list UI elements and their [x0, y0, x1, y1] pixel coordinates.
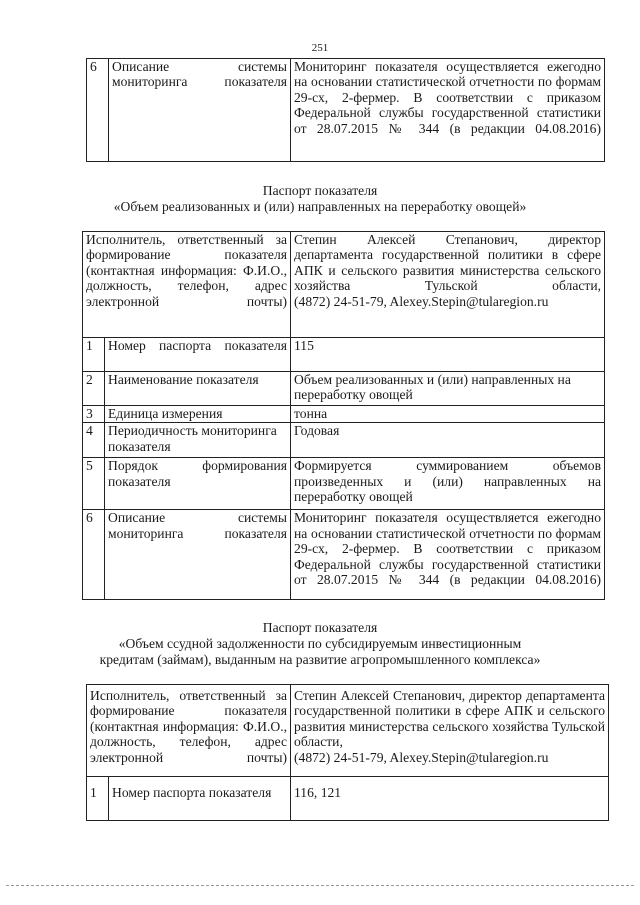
row-number: 5	[83, 458, 105, 510]
row-value: Годовая	[291, 423, 605, 458]
executor-contact: (4872) 24-51-79, Alexey.Stepin@tularegion.ru	[294, 749, 549, 765]
row-label: Порядок формирования показателя	[105, 458, 291, 510]
row-number: 4	[83, 423, 105, 458]
passport2-subtitle-line2: кредитам (займам), выданным на развитие агропромышленного комплекса»	[99, 652, 541, 667]
page-bottom-divider	[6, 885, 634, 886]
row-label: Номер паспорта показателя	[109, 777, 291, 821]
row-number: 3	[83, 406, 105, 423]
top-table	[86, 58, 605, 162]
table-row	[83, 458, 605, 510]
row-value: 116, 121	[291, 777, 609, 821]
row-label: Единица измерения	[105, 406, 291, 423]
passport1-subtitle: «Объем реализованных и (или) направленных на переработку овощей»	[113, 199, 527, 214]
row-number: 6	[83, 510, 105, 600]
row-number: 1	[87, 777, 109, 821]
table-row	[83, 338, 605, 372]
row-label: Наименование показателя	[105, 372, 291, 406]
row-value: 115	[291, 338, 605, 372]
table-row	[83, 406, 605, 423]
row-label: Описание системы мониторинга показателя	[105, 510, 291, 600]
row-value: Объем реализованных и (или) направленных на переработку овощей	[291, 372, 605, 406]
executor-cell	[291, 232, 605, 338]
table-row	[83, 510, 605, 600]
table-row	[87, 685, 609, 777]
executor-value: Степин Алексей Степанович, директор департамента государственной политики в сфере АПК и сельского развития министерства сельского хозяйства Тульской области,	[294, 688, 606, 750]
table-row	[83, 372, 605, 406]
page-number: 251	[311, 42, 329, 54]
row-value: Мониторинг показателя осуществляется ежегодно на основании статистической отчетности по формам 29-сх, 2-фермер. В соответствии с приказом Федеральной службы государственной статистики от 28.07.2015 № 344 (в редакции 04.08.2016)	[291, 510, 605, 600]
executor-contact: (4872) 24-51-79, Alexey.Stepin@tularegion.ru	[294, 293, 549, 309]
row-number: 6	[87, 59, 109, 162]
passport1-table	[82, 231, 605, 600]
row-value: Мониторинг показателя осуществляется ежегодно на основании статистической отчетности по формам 29-сх, 2-фермер. В соответствии с приказом Федеральной службы государственной статистики от 28.07.2015 № 344 (в редакции 04.08.2016)	[291, 59, 605, 162]
passport2-subtitle-line1: «Объем ссудной задолженности по субсидируемым инвестиционным	[118, 636, 522, 651]
executor-label: Исполнитель, ответственный за формирование показателя (контактная информация: Ф.И.О., должность, телефон, адрес электронной почты)	[87, 685, 291, 777]
row-label: Периодичность мониторинга показателя	[105, 423, 291, 458]
executor-cell	[291, 685, 609, 777]
row-label: Номер паспорта показателя	[105, 338, 291, 372]
passport2-title: Паспорт показателя	[262, 620, 378, 635]
executor-label: Исполнитель, ответственный за формирование показателя (контактная информация: Ф.И.О., должность, телефон, адрес электронной почты)	[83, 232, 291, 338]
table-row	[83, 423, 605, 458]
row-value: тонна	[291, 406, 605, 423]
passport1-title: Паспорт показателя	[262, 183, 378, 198]
table-row	[83, 232, 605, 338]
passport2-table	[86, 684, 609, 821]
table-row	[87, 59, 605, 162]
table-row	[87, 777, 609, 821]
row-number: 1	[83, 338, 105, 372]
row-value: Формируется суммированием объемов произведенных и (или) направленных на переработку овощей	[291, 458, 605, 510]
row-number: 2	[83, 372, 105, 406]
row-label: Описание системы мониторинга показателя	[109, 59, 291, 162]
executor-value: Степин Алексей Степанович, директор департамента государственной политики в сфере АПК и сельского развития министерства сельского хозяйства Тульской области,	[294, 232, 602, 294]
